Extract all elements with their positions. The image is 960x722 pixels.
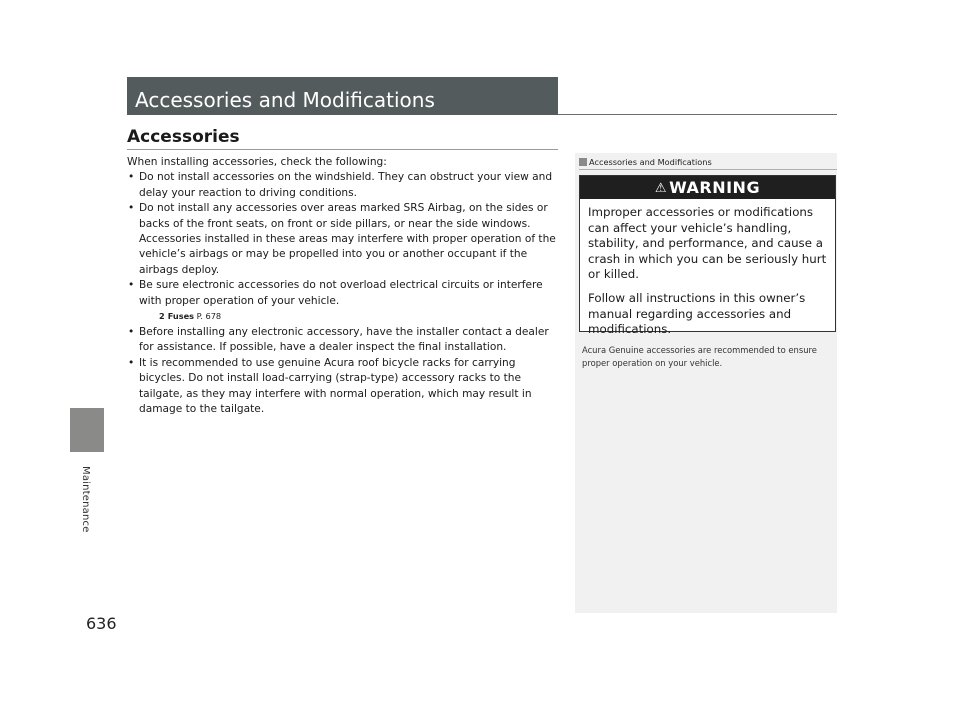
banner-rule (558, 114, 837, 115)
warning-paragraph: Follow all instructions in this owner’s manual regarding accessories and modifications. (588, 290, 806, 337)
reference-arrow-icon: 2 (159, 311, 165, 322)
bullet-dot-icon: • (128, 171, 135, 184)
warning-bar (580, 176, 835, 199)
bullet-item: • Do not install any accessories over areas marked SRS Airbag, on the sides or backs of the front seats, on front or side pillars, or near the side windows. Accessories installed in these areas may interfere with proper operation of the vehicle’s airbags or may be propelled into you or another occupant if the airbags deploy. (128, 202, 556, 276)
bullet-dot-icon: • (128, 356, 135, 369)
reference-title: Fuses (167, 311, 195, 322)
reference-page: P. 678 (196, 311, 222, 322)
main-body-text (127, 155, 563, 418)
bullet-item: • Before installing any electronic accessory, have the installer contact a dealer for assistance. If possible, have a dealer inspect the final installation. (128, 326, 549, 354)
bullet-list (127, 170, 563, 417)
page-number: 636 (86, 614, 117, 633)
bullet-item: • It is recommended to use genuine Acura roof bicycle racks for carrying bicycles. Do not install load-carrying (strap-type) accessory racks to the tailgate, as they may interfere with normal operation, which may result in damage to the tailgate. (128, 356, 532, 416)
warning-box (579, 175, 836, 337)
section-title-banner: Accessories and Modifications (127, 77, 558, 115)
subheading-accessories: Accessories (127, 127, 240, 147)
warning-paragraph: Improper accessories or modifications can affect your vehicle’s handling, stability, and performance, and cause a crash in which you can be seriously hurt or killed. (588, 205, 827, 282)
warning-triangle-icon: ⚠ (654, 181, 668, 196)
bullet-dot-icon: • (128, 326, 135, 339)
bullet-dot-icon: • (128, 202, 135, 215)
side-note-panel (575, 153, 837, 613)
cross-reference-fuses[interactable] (139, 310, 563, 323)
bullet-dot-icon: • (128, 279, 135, 292)
subheading-rule (127, 149, 558, 150)
intro-line: When installing accessories, check the following: (127, 156, 387, 168)
chapter-tab-marker (70, 408, 104, 452)
warning-body (580, 199, 835, 338)
warning-title: WARNING (669, 178, 761, 197)
bullet-continuation: Accessories installed in these areas may interfere with proper operation of the vehicle’s airbags or may be propelled into you or another occupant if the airbags deploy. (139, 233, 556, 276)
note-text: Acura Genuine accessories are recommended to ensure proper operation on your vehicle. (582, 345, 817, 368)
bullet-item: • Do not install accessories on the windshield. They can obstruct your view and delay your reaction to driving conditions. (128, 171, 553, 199)
note-header-rule (579, 169, 837, 170)
chapter-side-label: Maintenance (80, 466, 91, 533)
bullet-item: • Be sure electronic accessories do not overload electrical circuits or interfere with proper operation of your vehicle. 2 Fuses P. 678 (127, 278, 563, 323)
note-marker-icon (579, 158, 587, 166)
note-header: Accessories and Modifications (579, 157, 712, 167)
